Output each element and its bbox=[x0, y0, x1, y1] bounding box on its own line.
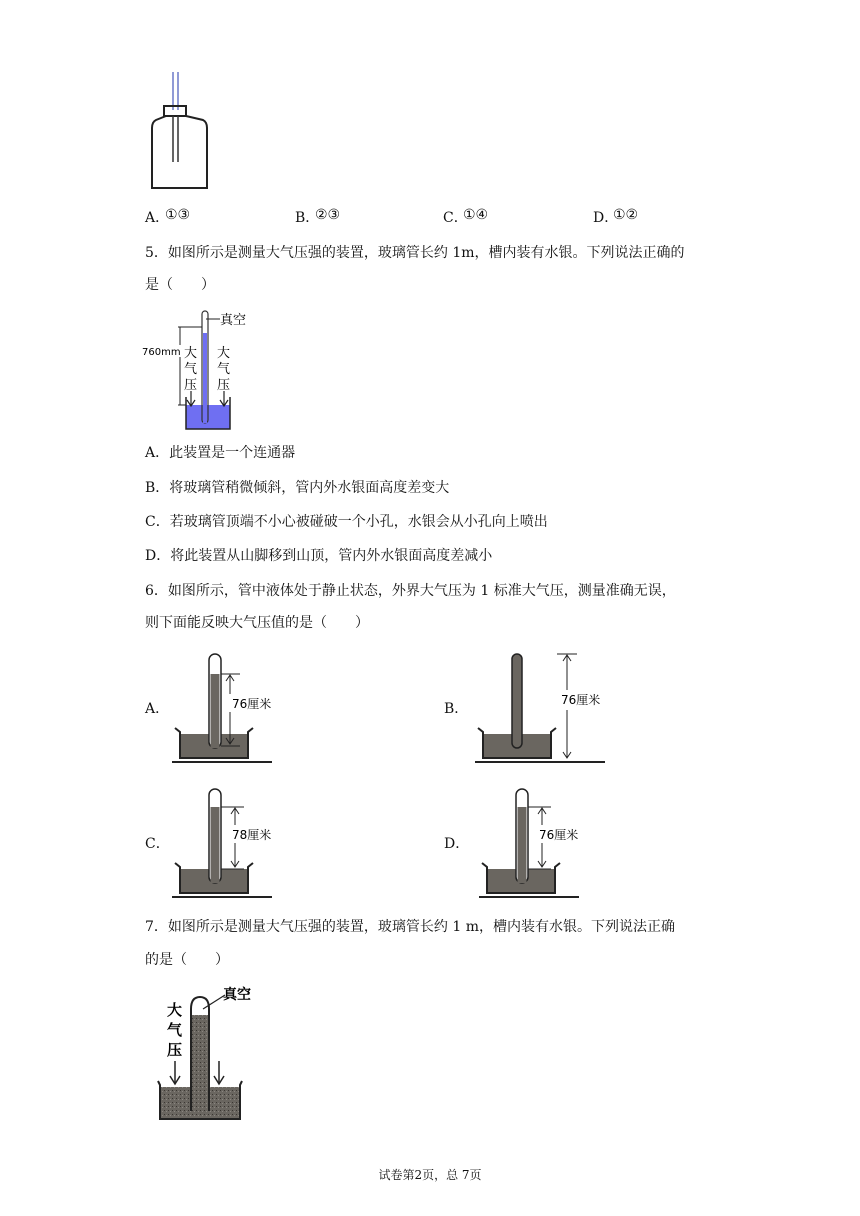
q5-option-a: A．此装置是一个连通器 bbox=[145, 445, 296, 461]
svg-text:压: 压 bbox=[167, 1041, 183, 1059]
q6-option-a-key: A． bbox=[145, 701, 170, 717]
q5-stem-line2: 是（ ） bbox=[145, 277, 215, 293]
svg-text:真空: 真空 bbox=[223, 987, 251, 1003]
q6-option-c-key: C． bbox=[145, 836, 170, 852]
svg-text:760mm: 760mm bbox=[142, 347, 181, 358]
svg-text:76厘米: 76厘米 bbox=[561, 693, 601, 707]
svg-text:大: 大 bbox=[217, 346, 231, 361]
q5-stem-line1: 5．如图所示是测量大气压强的装置，玻璃管长约 1m，槽内装有水银。下列说法正确的 bbox=[145, 245, 685, 261]
svg-text:76厘米: 76厘米 bbox=[539, 828, 579, 842]
q6-figure-d bbox=[479, 785, 591, 903]
svg-text:气: 气 bbox=[184, 362, 198, 377]
q6-figure-a bbox=[172, 650, 284, 768]
svg-text:78厘米: 78厘米 bbox=[232, 828, 272, 842]
q5-option-b: B．将玻璃管稍微倾斜，管内外水银面高度差变大 bbox=[145, 480, 450, 496]
q5-option-d: D．将此装置从山脚移到山顶，管内外水银面高度差减小 bbox=[145, 548, 493, 564]
page-footer: 试卷第2页，总 7页 bbox=[378, 1168, 482, 1182]
svg-text:气: 气 bbox=[167, 1021, 183, 1039]
q6-figure-b bbox=[473, 650, 613, 768]
svg-text:76厘米: 76厘米 bbox=[232, 697, 272, 711]
q5-barometer-figure bbox=[140, 305, 250, 430]
svg-text:压: 压 bbox=[184, 378, 198, 393]
q7-stem-line1: 7．如图所示是测量大气压强的装置，玻璃管长约 1 m，槽内装有水银。下列说法正确 bbox=[145, 919, 675, 935]
svg-text:气: 气 bbox=[217, 362, 231, 377]
q6-stem-line2: 则下面能反映大气压值的是（ ） bbox=[145, 615, 369, 631]
q7-barometer-figure bbox=[155, 985, 265, 1125]
bottle-figure bbox=[145, 70, 215, 195]
q6-figure-c bbox=[172, 785, 284, 903]
q6-option-d-key: D． bbox=[444, 836, 470, 852]
q4-options: A． ①③ B． ②③ C． ①④ D． ①② bbox=[145, 207, 639, 226]
svg-text:大: 大 bbox=[167, 1001, 183, 1019]
q7-stem-line2: 的是（ ） bbox=[145, 952, 229, 968]
svg-text:压: 压 bbox=[217, 378, 231, 393]
svg-text:真空: 真空 bbox=[220, 313, 247, 328]
svg-text:大: 大 bbox=[184, 346, 198, 361]
q6-option-b-key: B． bbox=[444, 701, 469, 717]
q5-option-c: C．若玻璃管顶端不小心被碰破一个小孔，水银会从小孔向上喷出 bbox=[145, 514, 548, 530]
q6-stem-line1: 6．如图所示，管中液体处于静止状态，外界大气压为 1 标准大气压，测量准确无误， bbox=[145, 583, 676, 599]
